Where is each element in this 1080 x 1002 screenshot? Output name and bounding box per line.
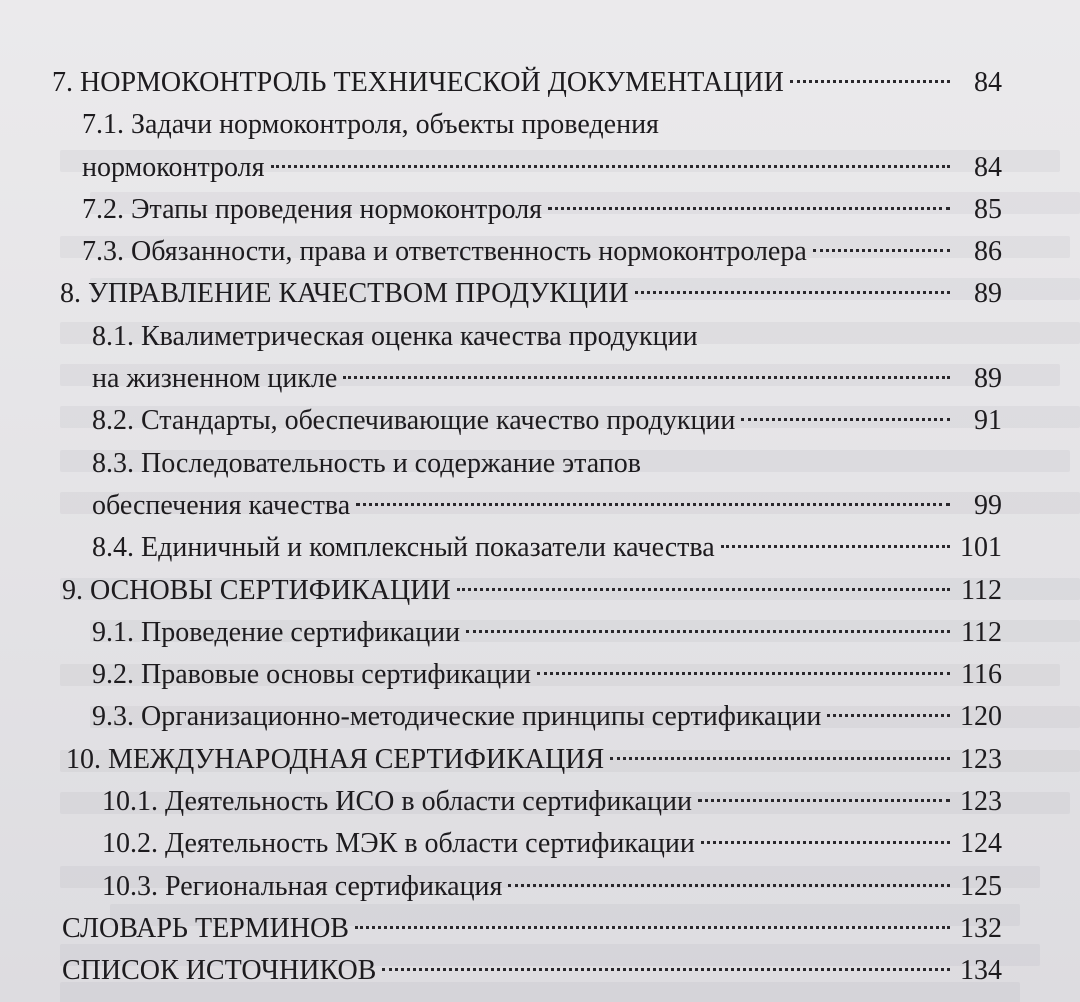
toc-entry-title: 10. МЕЖДУНАРОДНАЯ СЕРТИФИКАЦИЯ [66, 743, 605, 775]
toc-entry-section-9-1[interactable] [52, 612, 1002, 654]
toc-page-number: 85 [974, 193, 1002, 225]
toc-entry-section-8-1[interactable] [52, 358, 1002, 400]
toc-page-number: 99 [974, 489, 1002, 521]
toc-entry-title: СЛОВАРЬ ТЕРМИНОВ [62, 912, 349, 944]
dot-leader [548, 207, 950, 210]
toc-entry-title: 9.1. Проведение сертификации [92, 616, 461, 648]
toc-entry-title: 10.1. Деятельность ИСО в области сертификации [102, 786, 692, 818]
toc-page-number: 123 [960, 743, 1002, 775]
toc-entry-section-8-3[interactable] [52, 485, 1002, 527]
toc-page-number: 124 [960, 828, 1002, 860]
toc-page-number: 101 [960, 532, 1002, 564]
dot-leader [790, 80, 950, 83]
dot-leader [635, 291, 950, 294]
toc-page-number: 86 [974, 236, 1002, 268]
toc-entry-title: на жизненном цикле [92, 363, 338, 395]
toc-entry-title: СПИСОК ИСТОЧНИКОВ [62, 955, 377, 987]
toc-entry-title: 9.2. Правовые основы сертификации [92, 659, 532, 691]
dot-leader [343, 376, 950, 379]
dot-leader [721, 545, 950, 548]
toc-entry-title: 7.3. Обязанности, права и ответственность нормоконтролера [82, 236, 807, 268]
dot-leader [382, 968, 950, 971]
toc-entry-title: 9.3. Организационно-методические принципы сертификации [92, 701, 822, 733]
toc-entry-section-7-3[interactable] [52, 231, 1002, 273]
toc-page-number: 125 [960, 870, 1002, 902]
toc-entry-glossary[interactable] [52, 908, 1002, 950]
toc-entry-chapter-8[interactable] [52, 273, 1002, 315]
toc-entry-chapter-7[interactable] [52, 62, 1002, 104]
toc-entry-title: 8. УПРАВЛЕНИЕ КАЧЕСТВОМ ПРОДУКЦИИ [60, 278, 629, 310]
toc-page-number: 91 [974, 405, 1002, 437]
toc-entry-title-line1: 8.1. Квалиметрическая оценка качества продукции [92, 320, 698, 352]
dot-leader [457, 588, 950, 591]
toc-entry-title: 8.4. Единичный и комплексный показатели качества [92, 532, 715, 564]
toc-page-number: 89 [974, 278, 1002, 310]
dot-leader [356, 503, 950, 506]
toc-entry-section-9-2[interactable] [52, 654, 1002, 696]
dot-leader [813, 249, 950, 252]
toc-page-number: 132 [960, 912, 1002, 944]
toc-entry-title-line1: 8.3. Последовательность и содержание этапов [92, 447, 642, 479]
dot-leader [741, 418, 950, 421]
toc-page-number: 112 [961, 574, 1002, 606]
toc-page-number: 116 [961, 659, 1002, 691]
toc-entry-section-9-3[interactable] [52, 696, 1002, 738]
table-of-contents [52, 62, 1002, 993]
dot-leader [610, 757, 950, 760]
toc-page-number: 134 [960, 955, 1002, 987]
toc-page-number: 123 [960, 786, 1002, 818]
dot-leader [537, 672, 950, 675]
dot-leader [698, 799, 950, 802]
toc-entry-title-line1: 7.1. Задачи нормоконтроля, объекты проведения [82, 109, 659, 141]
toc-entry-title: 7.2. Этапы проведения нормоконтроля [82, 193, 543, 225]
dot-leader [508, 884, 950, 887]
toc-page-number: 112 [961, 616, 1002, 648]
toc-page-number: 84 [974, 151, 1002, 183]
toc-entry-title: нормоконтроля [82, 151, 265, 183]
toc-entry-section-10-3[interactable] [52, 866, 1002, 908]
dot-leader [827, 714, 950, 717]
dot-leader [701, 841, 950, 844]
toc-entry-chapter-10[interactable] [52, 739, 1002, 781]
dot-leader [355, 926, 950, 929]
toc-entry-references[interactable] [52, 950, 1002, 992]
toc-entry-title: 7. НОРМОКОНТРОЛЬ ТЕХНИЧЕСКОЙ ДОКУМЕНТАЦИИ [52, 67, 784, 98]
toc-page-number: 89 [974, 363, 1002, 395]
dot-leader [271, 165, 950, 168]
toc-entry-title: обеспечения качества [92, 489, 351, 521]
toc-entry-section-7-1[interactable] [52, 147, 1002, 189]
dot-leader [466, 630, 950, 633]
toc-entry-section-10-1[interactable] [52, 781, 1002, 823]
toc-entry-section-10-2[interactable] [52, 823, 1002, 865]
toc-entry-chapter-9[interactable] [52, 570, 1002, 612]
toc-entry-title: 10.2. Деятельность МЭК в области сертификации [102, 828, 695, 860]
toc-entry-section-8-4[interactable] [52, 527, 1002, 569]
toc-page-number: 120 [960, 701, 1002, 733]
toc-page-number: 84 [974, 67, 1002, 98]
toc-entry-section-8-2[interactable] [52, 400, 1002, 442]
toc-entry-title: 9. ОСНОВЫ СЕРТИФИКАЦИИ [62, 574, 451, 606]
toc-entry-title: 8.2. Стандарты, обеспечивающие качество продукции [92, 405, 736, 437]
toc-entry-section-7-2[interactable] [52, 189, 1002, 231]
toc-entry-title: 10.3. Региональная сертификация [102, 870, 503, 902]
